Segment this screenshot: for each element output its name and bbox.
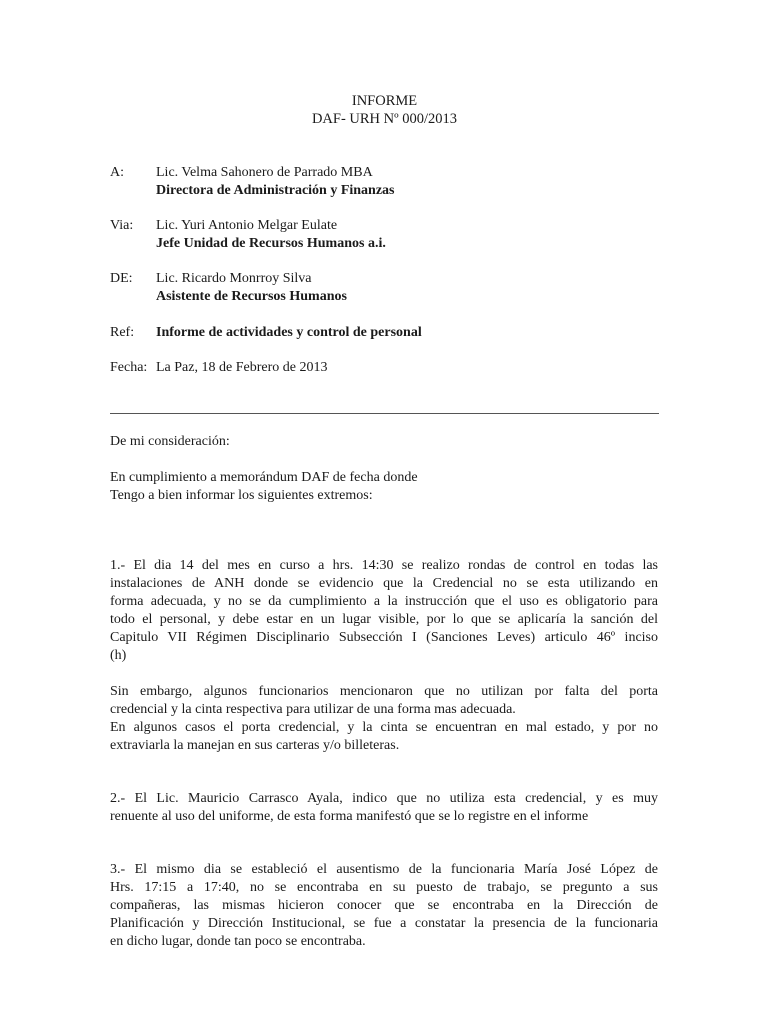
- header-date-text: La Paz, 18 de Febrero de 2013: [156, 360, 328, 375]
- item-1-line: instalaciones de ANH donde se evidencio que la Credencial no se esta utilizando en: [110, 576, 658, 591]
- item-3-line: Hrs. 17:15 a 17:40, no se encontraba en su puesto de trabajo, se pregunto a sus: [110, 880, 658, 895]
- intro-line: Tengo a bien informar los siguientes extremos:: [110, 488, 373, 503]
- item-3-line: en dicho lugar, donde tan poco se encontraba.: [110, 934, 366, 949]
- item-1b-line: Sin embargo, algunos funcionarios mencionaron que no utilizan por falta del porta: [110, 684, 658, 699]
- header-via-name: Lic. Yuri Antonio Melgar Eulate: [156, 218, 338, 233]
- header-from-name: Lic. Ricardo Monrroy Silva: [156, 271, 312, 286]
- header-from-role: Asistente de Recursos Humanos: [156, 289, 347, 304]
- item-1-line: todo el personal, y debe estar en un lugar visible, por lo que se aplicaría la sanción del: [110, 612, 658, 627]
- header-to-label: A:: [110, 165, 124, 180]
- item-3-line: Planificación y Dirección Institucional, se fue a constatar la presencia de la funcionaria: [110, 916, 658, 931]
- item-1-line: Capitulo VII Régimen Disciplinario Subsección I (Sanciones Leves) articulo 46º inciso: [110, 630, 658, 645]
- header-divider: [110, 413, 659, 414]
- header-date-label: Fecha:: [110, 360, 148, 375]
- item-2-line: renuente al uso del uniforme, de esta forma manifestó que se lo registre en el informe: [110, 809, 589, 824]
- item-1-line: (h): [110, 648, 127, 663]
- item-3-line: compañeras, las mismas hicieron conocer que se encontraba en la Dirección de: [110, 898, 658, 913]
- item-1-paragraph: [110, 557, 658, 665]
- item-1b-line: En algunos casos el porta credencial, y la cinta se encuentran en mal estado, y por no: [110, 720, 658, 735]
- header-to-name: Lic. Velma Sahonero de Parrado MBA: [156, 165, 373, 180]
- header-from-label: DE:: [110, 271, 133, 286]
- intro-line: En cumplimiento a memorándum DAF de fecha donde: [110, 470, 418, 485]
- header-via-role: Jefe Unidad de Recursos Humanos a.i.: [156, 236, 386, 251]
- header-to-role: Directora de Administración y Finanzas: [156, 183, 395, 198]
- item-1b-paragraph: [110, 683, 658, 755]
- intro-paragraph: [110, 469, 658, 505]
- header-ref-label: Ref:: [110, 325, 135, 340]
- item-1b-line: credencial y la cinta respectiva para utilizar de una forma mas adecuada.: [110, 702, 516, 717]
- greeting: De mi consideración:: [110, 434, 230, 449]
- item-3-line: 3.- El mismo dia se estableció el ausentismo de la funcionaria María José López de: [110, 862, 658, 877]
- item-2-line: 2.- El Lic. Mauricio Carrasco Ayala, indico que no utiliza esta credencial, y es muy: [110, 791, 658, 806]
- item-1-line: 1.- El dia 14 del mes en curso a hrs. 14:30 se realizo rondas de control en todas las: [110, 558, 658, 573]
- document-title: INFORME: [351, 93, 418, 109]
- item-1b-line: extraviarla la manejan en sus carteras y/o billeteras.: [110, 738, 400, 753]
- header-ref-text: Informe de actividades y control de personal: [156, 325, 422, 340]
- document-code: DAF- URH Nº 000/2013: [311, 111, 458, 127]
- item-3-paragraph: [110, 861, 658, 951]
- item-1-line: forma adecuada, y no se da cumplimiento a la instrucción que el uso es obligatorio para: [110, 594, 658, 609]
- header-via-label: Via:: [110, 218, 134, 233]
- item-2-paragraph: [110, 790, 658, 826]
